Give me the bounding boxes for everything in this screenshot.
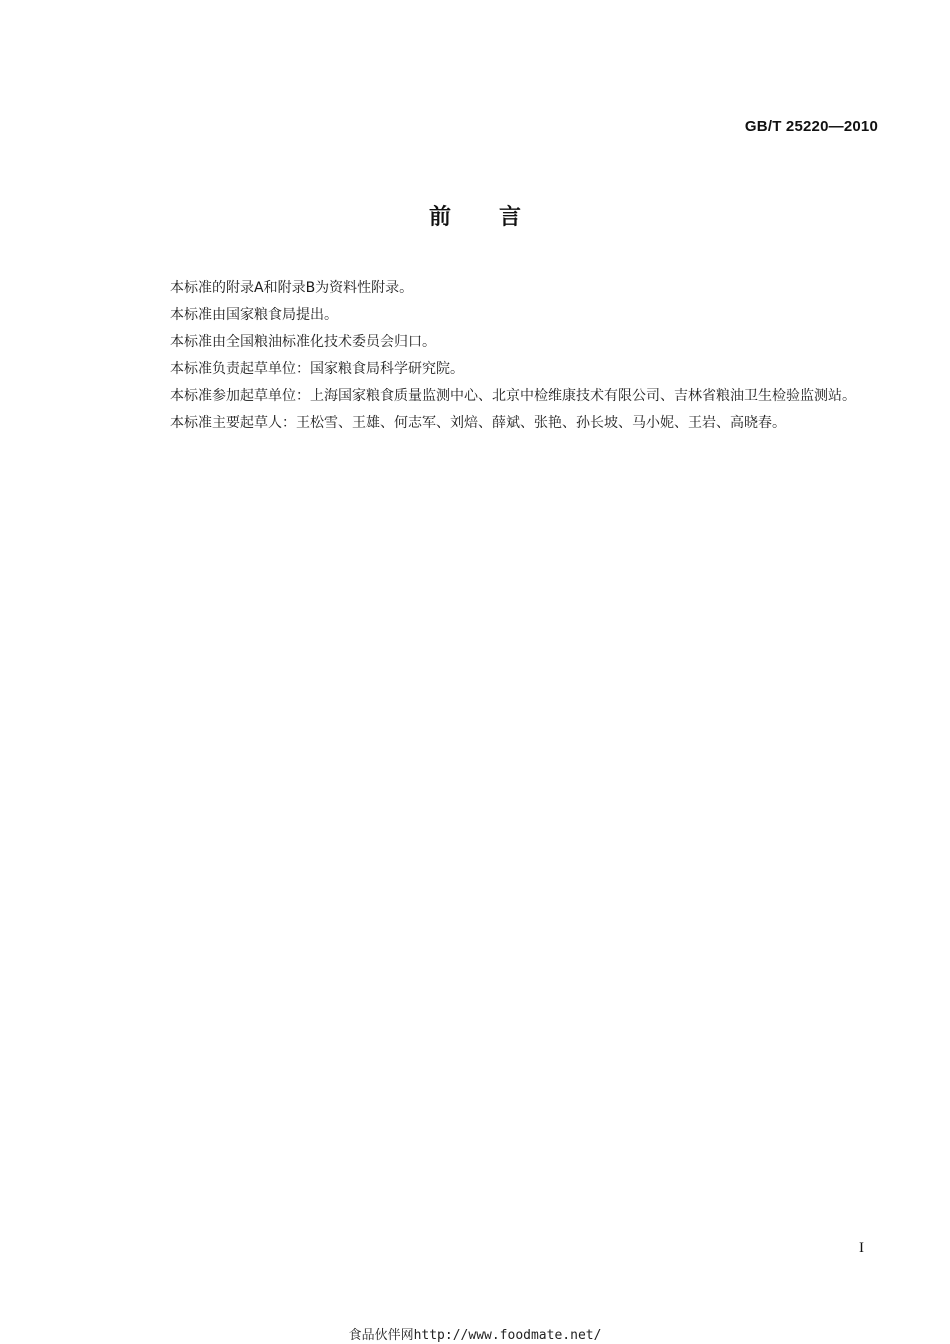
standard-number: GB/T 25220—2010 (744, 118, 878, 135)
paragraph-lead-drafter: 本标准负责起草单位：国家粮食局科学研究院。 (170, 361, 464, 377)
paragraph-appendix: 本标准的附录A和附录B为资料性附录。 (170, 280, 414, 296)
paragraph-main-drafters: 本标准主要起草人：王松雪、王雄、何志军、刘焙、薛斌、张艳、孙长坡、马小妮、王岩、高晓春。 (170, 415, 786, 431)
paragraph-administered-by: 本标准由全国粮油标准化技术委员会归口。 (170, 334, 436, 350)
paragraph-participating-drafters: 本标准参加起草单位：上海国家粮食质量监测中心、北京中检维康技术有限公司、吉林省粮油卫生检验监测站。 (170, 388, 856, 404)
page-number: I (859, 1240, 864, 1256)
paragraph-proposed-by: 本标准由国家粮食局提出。 (170, 307, 338, 323)
page-title: 前言 (428, 205, 569, 230)
foreword-body (141, 276, 881, 438)
footer-watermark: 食品伙伴网http://www.foodmate.net/ (348, 1328, 602, 1343)
